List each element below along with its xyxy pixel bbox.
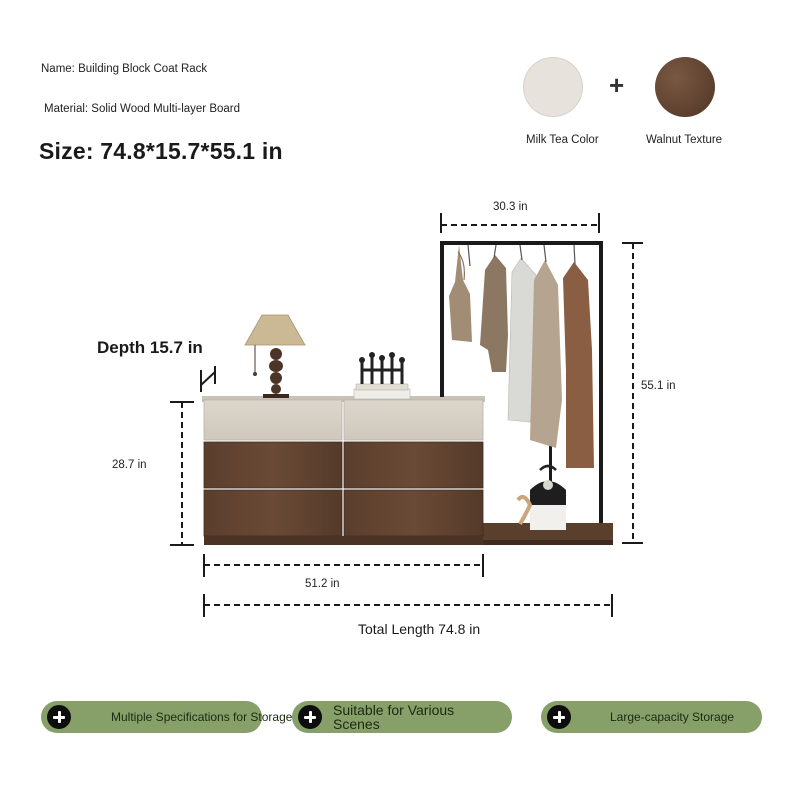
plus-icon (547, 705, 571, 729)
swatch-label-milk-tea: Milk Tea Color (526, 134, 599, 146)
label-total-length: Total Length 74.8 in (358, 621, 481, 637)
drawer-cream-left (204, 400, 342, 440)
dim-line-cabinet-height (170, 402, 194, 545)
swatch-label-walnut: Walnut Texture (646, 134, 723, 146)
table-lamp (245, 315, 305, 398)
drawer-walnut-3 (204, 490, 342, 536)
dresser-cabinet (202, 396, 485, 545)
dim-line-cabinet-width (204, 554, 483, 577)
feature-pill-large-capacity (541, 701, 762, 733)
drawer-walnut-2 (344, 442, 483, 488)
drawer-cream-right (344, 400, 483, 440)
feature-label: Large-capacity Storage (610, 710, 735, 724)
product-name: Name: Building Block Coat Rack (41, 63, 208, 75)
plus-icon (298, 705, 322, 729)
dim-line-rack-width (441, 213, 599, 233)
label-cabinet-width: 51.2 in (305, 578, 340, 590)
feature-pill-various-scenes (292, 701, 512, 733)
dim-line-rack-height (622, 243, 643, 543)
feature-label: Multiple Specifications for Storage (111, 710, 293, 724)
label-rack-width: 30.3 in (493, 201, 528, 213)
product-material: Material: Solid Wood Multi-layer Board (44, 103, 241, 115)
decor-sculpture (354, 352, 410, 399)
label-depth: Depth 15.7 in (97, 338, 203, 357)
feature-label: Suitable for Various Scenes (333, 702, 455, 732)
product-size: Size: 74.8*15.7*55.1 in (39, 138, 283, 164)
dim-line-total-length (204, 594, 612, 617)
drawer-walnut-1 (204, 442, 342, 488)
label-rack-height: 55.1 in (641, 380, 676, 392)
dim-line-depth (201, 366, 215, 392)
plus-icon (47, 705, 71, 729)
plus-icon: + (609, 70, 625, 100)
feature-pill-storage-specs (41, 701, 293, 733)
drawer-walnut-4 (344, 490, 483, 536)
label-cabinet-height: 28.7 in (112, 459, 147, 471)
bucket-bag (518, 466, 566, 530)
